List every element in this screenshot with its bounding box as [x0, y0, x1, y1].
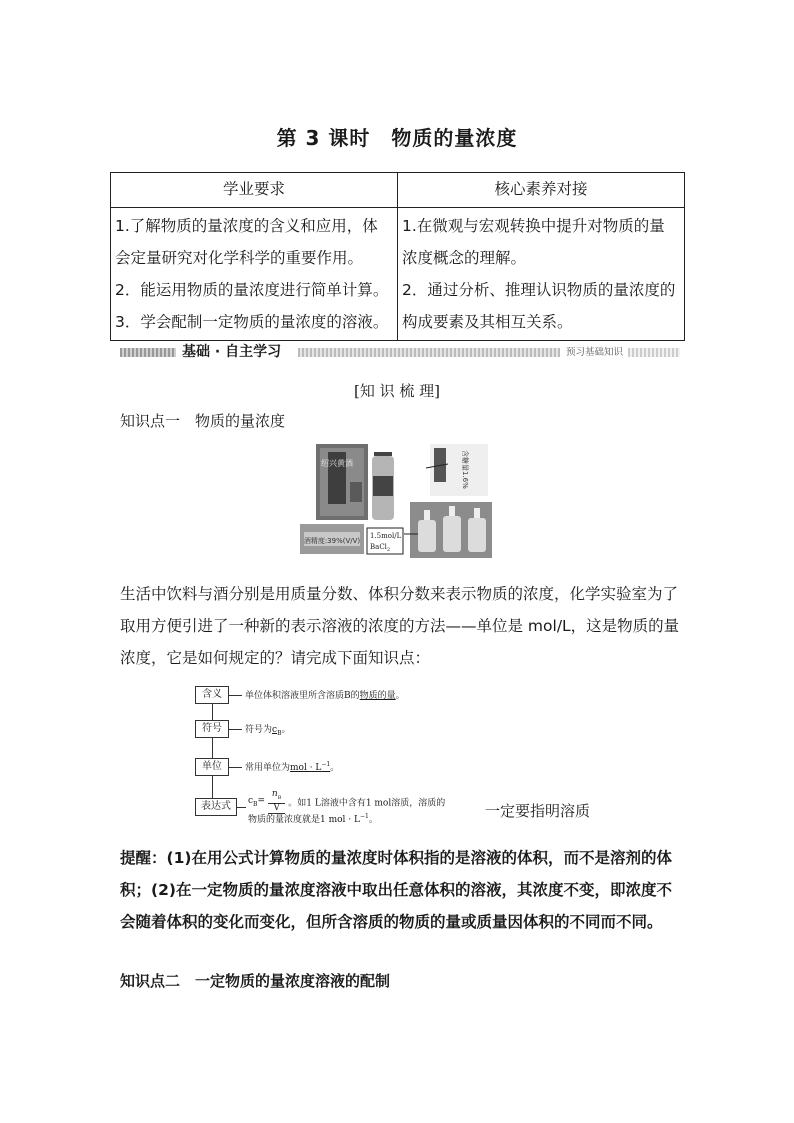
meaning-text: 单位体积溶液里所含溶质B的物质的量。: [245, 691, 405, 701]
knowledge-point-1: 知识点一 物质的量浓度: [120, 412, 286, 430]
unit-box: 单位: [195, 758, 229, 776]
photo-illustration: [300, 442, 492, 558]
requirement-item: 3．学会配制一定物质的量浓度的溶液。: [115, 313, 389, 331]
meaning-box: 含义: [195, 686, 229, 704]
banner-stripe-right: [628, 348, 680, 357]
knowledge-heading: [知 识 梳 理]: [353, 382, 440, 400]
diagram-spine: [212, 699, 213, 811]
symbol-box: 符号: [195, 720, 229, 738]
connector-line: [228, 767, 242, 768]
symbol-text: 符号为$c_B$。: [245, 725, 291, 737]
intro-paragraph: 生活中饮料与酒分别是用质量分数、体积分数来表示物质的浓度，化学实验室为了取用方便引进了一种新的表示溶液的浓度的方法——单位是 mol/L，这是物质的量浓度，它是如何规定的？请完成下面知识点：: [120, 585, 680, 667]
requirement-item: 2．能运用物质的量浓度进行简单计算。: [115, 281, 389, 299]
reminder-paragraph: 提醒：(1)在用公式计算物质的量浓度时体积指的是溶液的体积，而不是溶剂的体积；(2)在一定物质的量浓度溶液中取出任意体积的溶液，其浓度不变，即浓度不会随着体积的变化而变化，但所含溶质的物质的量或质量因体积的不同而不同。: [120, 849, 672, 931]
connector-line: [228, 729, 242, 730]
banner-small-label: 预习基础知识: [566, 347, 624, 358]
competency-item: 1.在微观与宏观转换中提升对物质的量浓度概念的理解。: [402, 217, 665, 267]
banner-stripe-left: [120, 348, 176, 357]
table-header-requirements: 学业要求: [111, 173, 398, 208]
formula-text-line2: 物质的量浓度就是1 mol · $L^{-1}$。: [248, 813, 378, 825]
page-title: 第 3 课时 物质的量浓度: [276, 126, 518, 150]
alcohol-label: 酒精度:39%(V/V): [303, 537, 361, 545]
reagent-concentration-label: 1.5mol/L: [370, 532, 402, 540]
sugar-content-label: 含糖量1.6%: [461, 450, 469, 489]
unit-text: 常用单位为mol · $L^{-1}$。: [245, 761, 340, 773]
beverage-reagent-photo: [300, 442, 492, 558]
competency-item: 2．通过分析、推理认识物质的量浓度的构成要素及其相互关系。: [402, 281, 676, 331]
solute-note: 一定要指明溶质: [485, 802, 591, 820]
concept-diagram: [195, 682, 615, 825]
connector-line: [236, 807, 246, 808]
bottle-label-text: 绍兴黄酒: [321, 459, 353, 468]
section-banner: [120, 344, 680, 360]
knowledge-point-2: 知识点二 一定物质的量浓度溶液的配制: [120, 972, 391, 990]
formula-text: $c_B=$ $\frac{n_B}{V}$ 。如1 L溶液中含有1 mol溶质，溶质的: [248, 789, 446, 813]
requirements-cell: [111, 208, 398, 341]
requirements-table: [110, 172, 685, 341]
connector-line: [228, 695, 242, 696]
table-header-competencies: 核心素养对接: [398, 173, 685, 208]
banner-label: 基础 · 自主学习: [182, 344, 282, 360]
formula-box: 表达式: [195, 798, 237, 816]
reagent-formula-label: BaCl$_2$: [370, 543, 391, 553]
competencies-cell: [398, 208, 685, 341]
formula-fraction: $\frac{n_B}{V}$: [268, 790, 285, 814]
requirement-item: 1.了解物质的量浓度的含义和应用，体会定量研究对化学科学的重要作用。: [115, 217, 378, 267]
banner-stripe-middle: [298, 348, 560, 357]
